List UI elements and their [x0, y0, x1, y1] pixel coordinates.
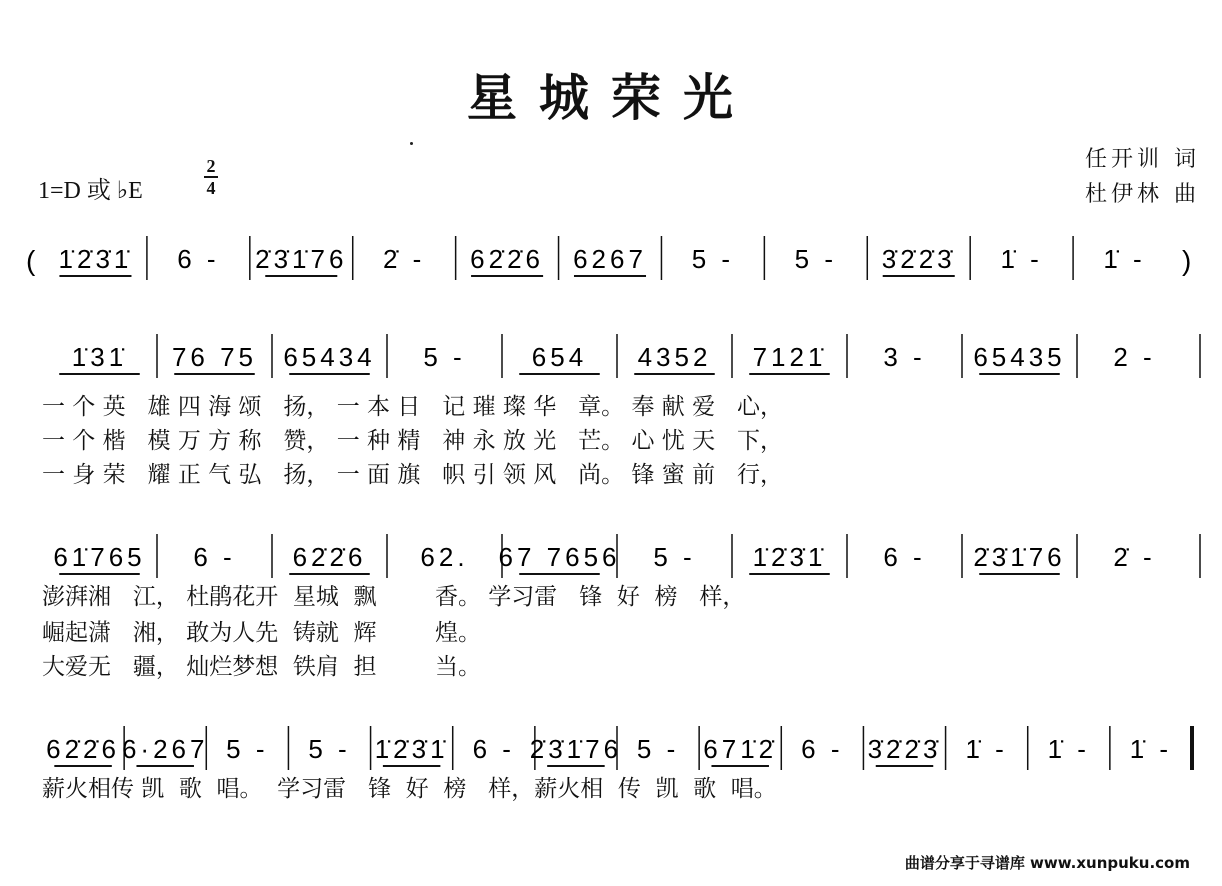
measure-notes: 5 -: [226, 734, 269, 764]
measure-notes: 7121̇: [752, 342, 827, 372]
measure-notes: 5 -: [653, 542, 696, 572]
measure-notes: 62̇2̇6: [46, 734, 120, 764]
measure-notes: 1̇ -: [1000, 244, 1043, 274]
lyric-chorus: 薪火相传 凯 歌 唱。 学习雷 锋 好 榜 样，薪火相 传 凯 歌 唱。: [42, 776, 777, 802]
measure-notes: 1̇2̇3̇1̇: [374, 734, 449, 764]
row-paren-open: (: [26, 245, 36, 276]
measure-notes: 5 -: [308, 734, 351, 764]
measure-notes: 4352: [637, 342, 712, 372]
measure-notes: 6267: [573, 244, 647, 274]
measure-notes: 2 -: [1113, 342, 1156, 372]
measure-notes: 61̇765: [53, 542, 146, 572]
measure-notes: 3̇2̇2̇3̇: [881, 244, 956, 274]
measure-notes: 3̇2̇2̇3̇: [867, 734, 942, 764]
measure-notes: 5 -: [794, 244, 837, 274]
key-signature: 1=D 或 ♭E: [38, 178, 143, 204]
measure-notes: 2̇ -: [1113, 542, 1156, 572]
measure-notes: 671̇2̇: [703, 734, 778, 764]
measure-notes: 5 -: [691, 244, 735, 274]
measure-notes: 5 -: [636, 734, 680, 764]
measure-notes: 6 -: [801, 734, 844, 764]
lyric-verse1-a: 一 个 英 雄 四 海 颂 扬， 一 本 日 记 璀 璨 华 章。 奉 献 爱 心，: [42, 394, 784, 420]
lyric-verse2-a: 一 个 楷 模 万 方 称 赞， 一 种 精 神 永 放 光 芒。 心 忧 天 下，: [42, 428, 784, 454]
measure-notes: 2̇ -: [383, 244, 426, 274]
composer-credit: 杜伊林 曲: [1085, 182, 1200, 207]
measure-notes: 5 -: [423, 342, 466, 372]
measure-notes: 65434: [283, 342, 376, 372]
measure-notes: 76 75: [171, 342, 258, 372]
lyric-verse3-b: 大爱无 疆， 灿烂梦想 铁肩 担 当。: [42, 654, 481, 680]
measure-notes: 1̇2̇3̇1̇: [58, 244, 133, 274]
measure-notes: 6 -: [193, 542, 236, 572]
lyric-verse1-b: 澎湃湘 江， 杜鹃花开 星城 飘 香。 学习雷 锋 好 榜 样，: [42, 584, 746, 610]
measure-notes: 6 -: [472, 734, 515, 764]
measure-notes: 62̇2̇6: [292, 542, 367, 572]
lyric-verse3-a: 一 身 荣 耀 正 气 弘 扬， 一 面 旗 帜 引 领 风 尚。 锋 蜜 前 行，: [42, 462, 784, 488]
lyric-verse2-b: 崛起潇 湘， 敢为人先 铸就 辉 煌。: [42, 620, 481, 646]
measure-notes: 6 -: [883, 542, 926, 572]
measure-notes: 1̇ -: [1129, 734, 1173, 764]
measure-notes: 2̇3̇1̇76: [973, 542, 1066, 572]
measure-notes: 2̇3̇1̇76: [529, 734, 623, 764]
measure-notes: 1̇ -: [1103, 244, 1146, 274]
measure-notes: 1̇2̇3̇1̇: [752, 542, 827, 572]
measure-notes: 1̇ -: [1047, 734, 1090, 764]
meter-denominator: 4: [206, 178, 216, 198]
measure-notes: 62̇2̇6: [470, 244, 545, 274]
measure-notes: 65435: [973, 342, 1066, 372]
meter-numerator: 2: [206, 156, 216, 176]
measure-notes: 6·267: [121, 734, 209, 764]
measure-notes: 67 7656: [498, 542, 621, 572]
measure-notes: 2̇3̇1̇76: [255, 244, 348, 274]
measure-notes: 1̇ -: [965, 734, 1008, 764]
row-paren-close: ): [1182, 245, 1192, 276]
measure-notes: 3 -: [883, 342, 926, 372]
source-footer: 曲谱分享于寻谱库 www.xunpuku.com: [904, 854, 1190, 872]
measure-notes: 62.: [420, 542, 469, 572]
measure-notes: 654: [531, 342, 588, 372]
measure-notes: 1̇31̇: [71, 342, 128, 372]
lyricist-credit: 任开训 词: [1085, 147, 1200, 172]
song-title: 星城荣光: [467, 69, 755, 127]
measure-notes: 6 -: [177, 244, 220, 274]
